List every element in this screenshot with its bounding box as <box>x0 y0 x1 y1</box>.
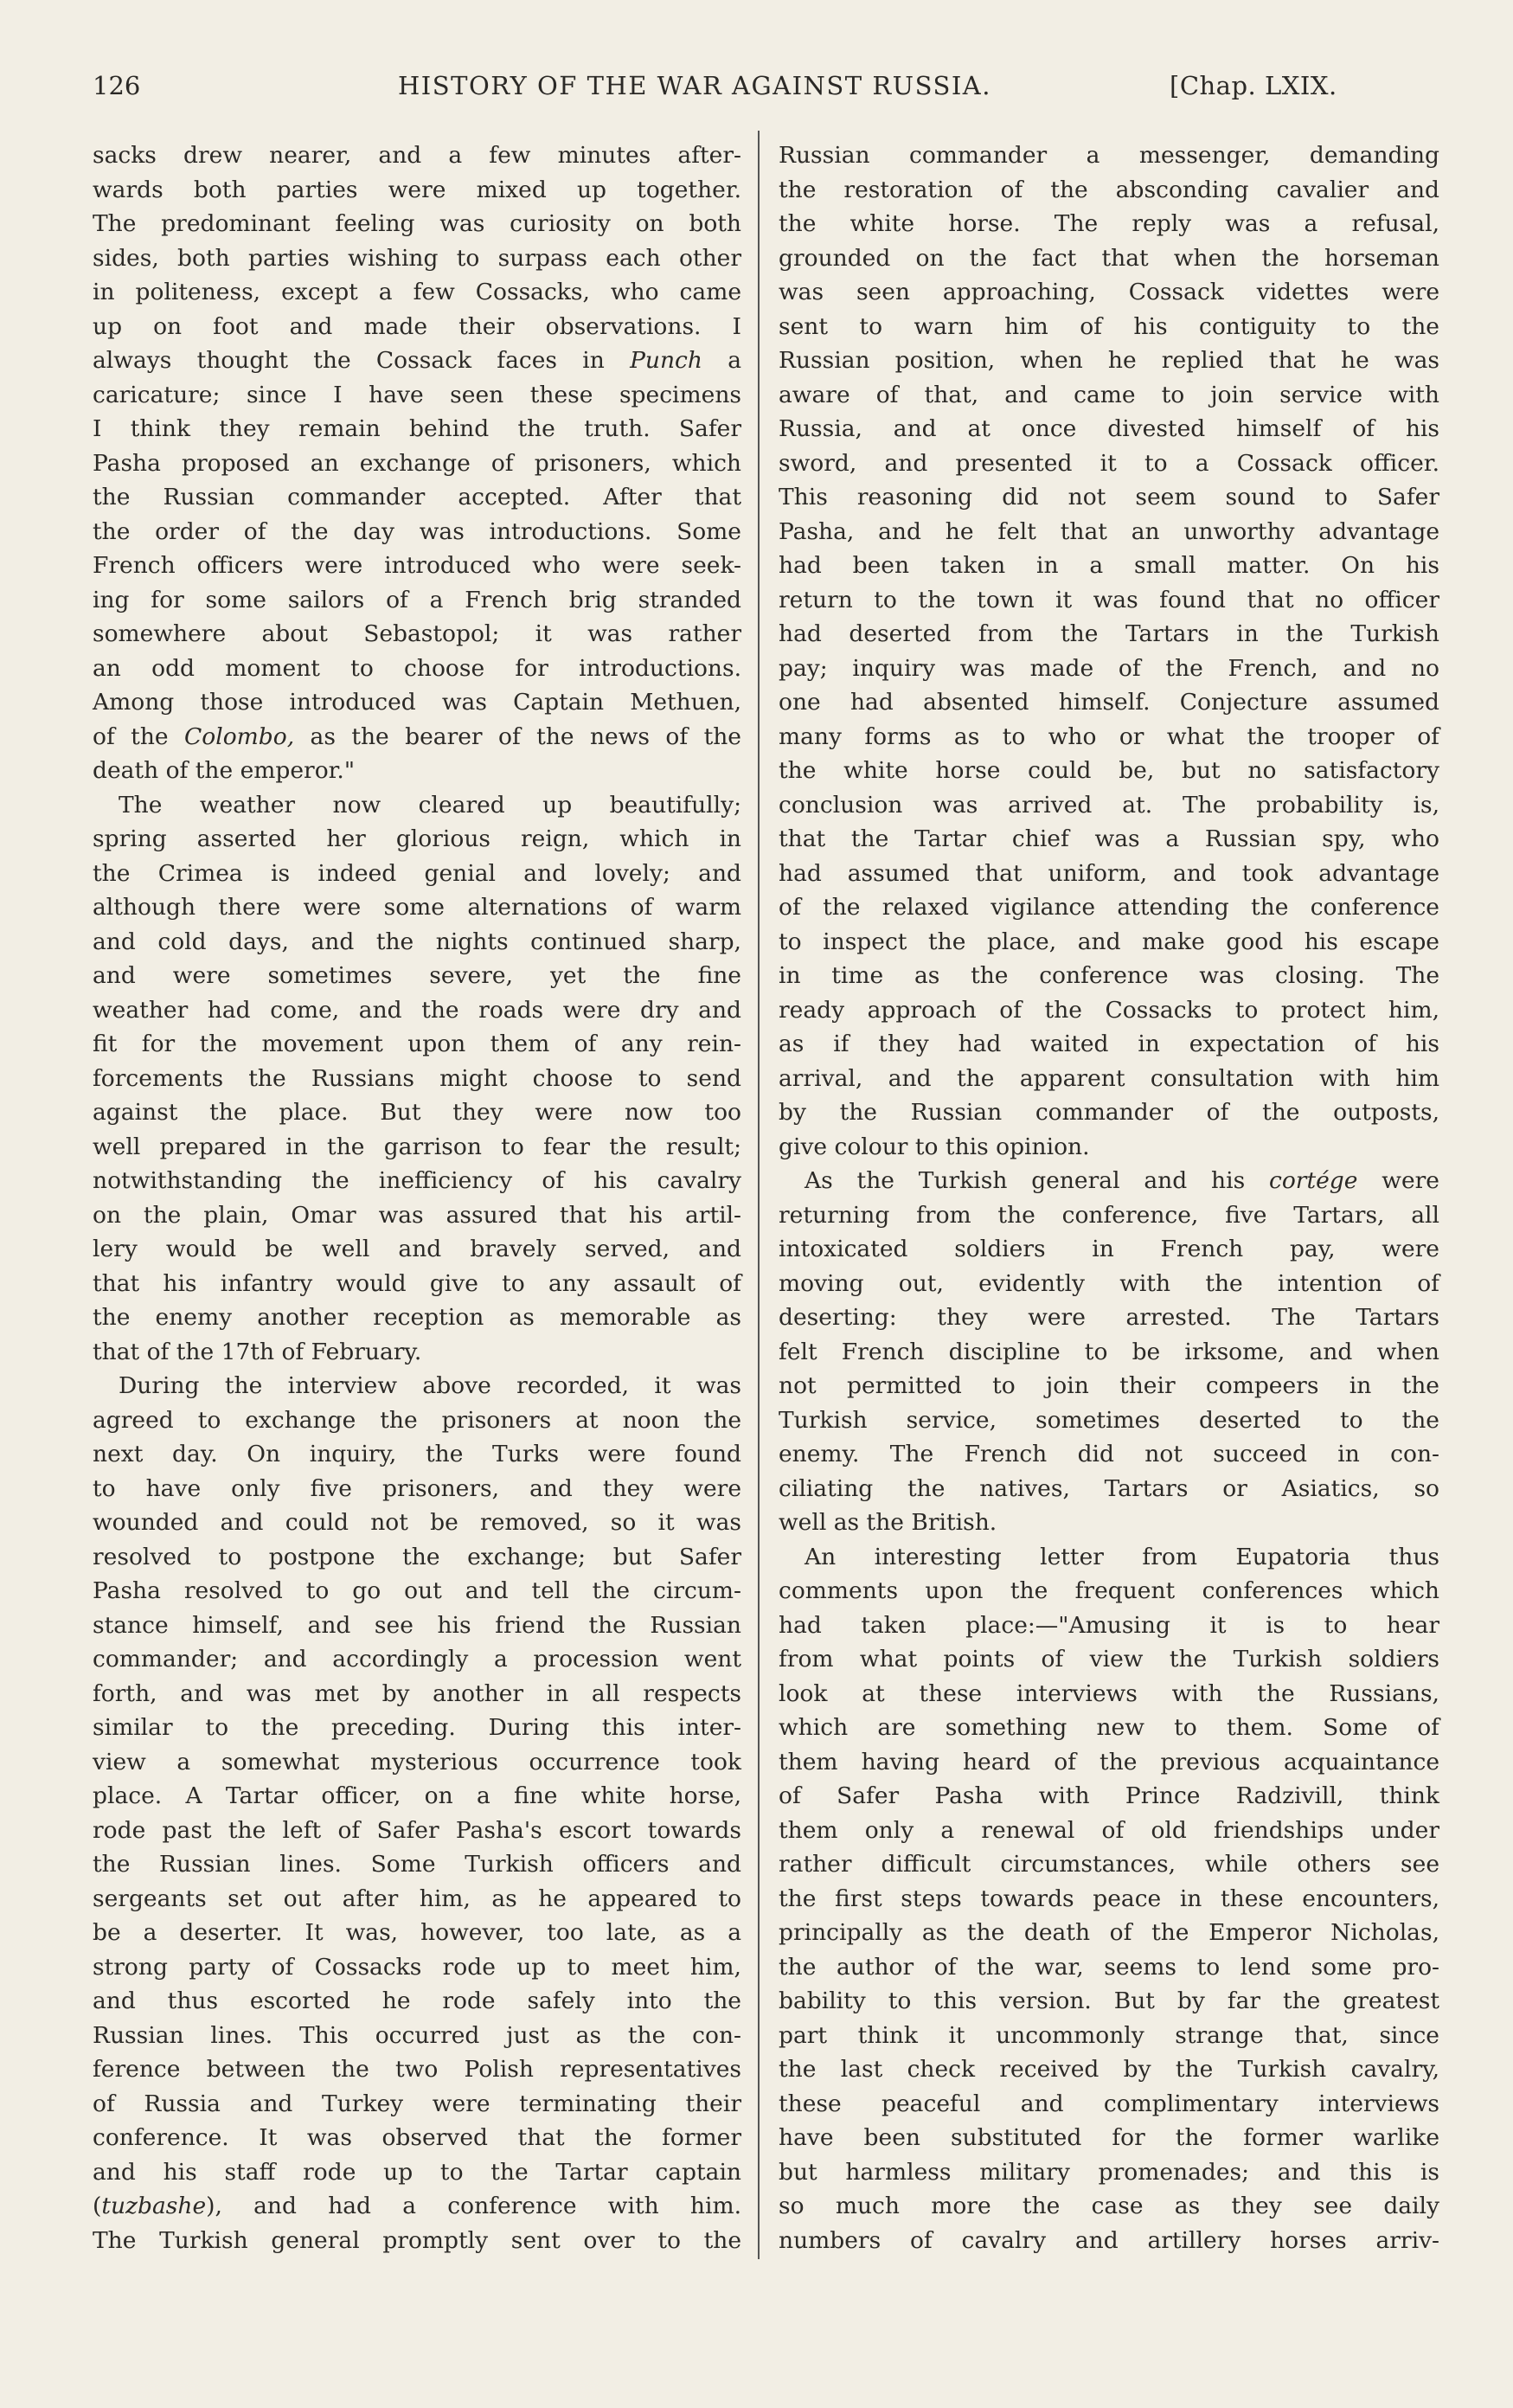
text-line <box>93 412 741 446</box>
text-line <box>93 344 741 378</box>
text-line <box>93 1916 741 1950</box>
text-run: the restoration of the absconding cavalier and <box>779 176 1439 203</box>
text-run: up on foot and made their observations. I <box>93 312 741 340</box>
text-line <box>93 1403 741 1438</box>
text-line <box>779 1130 1439 1165</box>
text-line <box>93 480 741 515</box>
text-run: ciliating the natives, Tartars or Asiatics, so <box>779 1474 1439 1502</box>
text-run: in time as the conference was closing. The <box>779 962 1439 989</box>
text-line <box>93 2052 741 2087</box>
text-line <box>93 446 741 481</box>
text-run: them only a renewal of old friendships under <box>779 1816 1439 1844</box>
text-line <box>779 857 1439 891</box>
text-line <box>779 1403 1439 1438</box>
text-run: of the <box>93 722 184 750</box>
column-divider <box>758 131 760 2259</box>
text-run: fit for the movement upon them of any rein- <box>93 1031 741 1057</box>
text-line <box>93 138 741 173</box>
text-run: Pasha proposed an exchange of prisoners, which <box>93 449 741 477</box>
text-line <box>93 720 741 755</box>
running-title: HISTORY OF THE WAR AGAINST RUSSIA. <box>398 71 991 100</box>
chapter-label: [Chap. LXIX. <box>1170 71 1337 100</box>
text-run: the Russian commander accepted. After that <box>93 484 741 510</box>
text-line <box>779 1198 1439 1233</box>
text-line <box>93 241 741 276</box>
text-run: and his staff rode up to the Tartar captain <box>93 2158 741 2186</box>
text-line <box>779 241 1439 276</box>
text-run: well as the British. <box>779 1509 997 1536</box>
text-run: moving out, evidently with the intention of <box>779 1269 1439 1297</box>
text-run: had taken place:—"Amusing it is to hear <box>779 1611 1439 1639</box>
text-run: had been taken in a small matter. On his <box>779 552 1439 579</box>
text-line <box>779 1984 1439 2019</box>
text-run: ready approach of the Cossacks to protect him, <box>779 996 1439 1024</box>
text-line <box>779 1369 1439 1403</box>
text-run: as the bearer of the news of the <box>294 722 741 750</box>
text-line <box>93 1609 741 1643</box>
text-run: agreed to exchange the prisoners at noon the <box>93 1406 741 1434</box>
text-line <box>93 2019 741 2053</box>
text-run: sergeants set out after him, as he appeared to <box>93 1885 741 1912</box>
text-run: return to the town it was found that no officer <box>779 586 1439 613</box>
text-line <box>779 822 1439 857</box>
text-run: conference. It was observed that the former <box>93 2124 741 2151</box>
text-line <box>93 207 741 241</box>
text-run: the Crimea is indeed genial and lovely; and <box>93 859 741 887</box>
text-line <box>779 993 1439 1028</box>
text-run: part think it uncommonly strange that, since <box>779 2021 1439 2049</box>
text-run: have been substituted for the former warlike <box>779 2124 1439 2151</box>
text-run: an odd moment to choose for introductions. <box>93 654 741 682</box>
text-line <box>93 1095 741 1130</box>
text-line <box>779 959 1439 993</box>
text-line <box>779 1711 1439 1745</box>
text-run: and cold days, and the nights continued sharp, <box>93 928 741 955</box>
text-line <box>93 1882 741 1917</box>
text-line <box>93 685 741 720</box>
text-run: that the Tartar chief was a Russian spy, who <box>779 825 1439 852</box>
text-run: them having heard of the previous acquaintance <box>779 1748 1439 1775</box>
text-run: sacks drew nearer, and a few minutes after- <box>93 142 741 169</box>
text-line <box>93 1437 741 1472</box>
text-run: Pasha, and he felt that an unworthy advantage <box>779 517 1439 545</box>
text-run: wards both parties were mixed up together. <box>93 176 741 203</box>
text-line <box>779 1642 1439 1677</box>
text-line <box>779 2189 1439 2224</box>
text-line <box>93 2189 741 2224</box>
text-run: sword, and presented it to a Cossack officer. <box>779 449 1439 477</box>
text-line <box>93 2121 741 2155</box>
text-line <box>779 685 1439 720</box>
text-line <box>779 207 1439 241</box>
text-run: although there were some alternations of warm <box>93 894 741 921</box>
text-run: give colour to this opinion. <box>779 1133 1090 1160</box>
text-line <box>779 754 1439 788</box>
text-run: principally as the death of the Emperor Nicholas, <box>779 1919 1439 1946</box>
text-run: of the relaxed vigilance attending the conference <box>779 894 1439 921</box>
text-line <box>93 2087 741 2122</box>
text-line <box>779 1232 1439 1267</box>
text-line <box>93 1950 741 1985</box>
text-run: were <box>1357 1167 1439 1194</box>
text-line <box>779 138 1439 173</box>
text-line <box>93 1745 741 1780</box>
text-line <box>93 822 741 857</box>
text-line <box>93 515 741 549</box>
text-line <box>93 993 741 1028</box>
text-line <box>93 173 741 208</box>
text-line <box>93 1984 741 2019</box>
text-run: that his infantry would give to any assault of <box>93 1269 741 1297</box>
text-run: The predominant feeling was curiosity on both <box>93 210 741 237</box>
text-run: I think they remain behind the truth. Safer <box>93 415 741 442</box>
text-line <box>779 583 1439 618</box>
text-line <box>93 1779 741 1814</box>
text-run: view a somewhat mysterious occurrence took <box>93 1748 741 1775</box>
text-run: as if they had waited in expectation of his <box>779 1031 1439 1057</box>
text-run: was seen approaching, Cossack videttes were <box>779 279 1439 305</box>
text-run: French officers were introduced who were seek- <box>93 552 741 579</box>
text-line <box>779 2087 1439 2122</box>
text-run: strong party of Cossacks rode up to meet him, <box>93 1953 741 1981</box>
text-run: place. A Tartar officer, on a fine white horse, <box>93 1782 741 1809</box>
text-run: commander; and accordingly a procession went <box>93 1646 741 1673</box>
text-run: one had absented himself. Conjecture assumed <box>779 689 1439 716</box>
text-run: many forms as to who or what the trooper of <box>779 722 1439 750</box>
text-run: Pasha resolved to go out and tell the circum- <box>93 1577 741 1604</box>
text-line <box>779 1540 1439 1575</box>
text-run: ing for some sailors of a French brig stranded <box>93 586 741 613</box>
text-run: enemy. The French did not succeed in con- <box>779 1441 1439 1467</box>
text-run: in politeness, except a few Cossacks, who came <box>93 279 741 305</box>
text-run: the Russian lines. Some Turkish officers and <box>93 1851 741 1878</box>
text-run: grounded on the fact that when the horseman <box>779 244 1439 272</box>
text-line <box>779 275 1439 310</box>
text-run: lery would be well and bravely served, and <box>93 1236 741 1262</box>
text-run: the order of the day was introductions. Some <box>93 517 741 545</box>
text-line <box>93 1267 741 1301</box>
text-run: not permitted to join their compeers in the <box>779 1372 1439 1399</box>
text-run: comments upon the frequent conferences which <box>779 1577 1439 1604</box>
text-line <box>779 1609 1439 1643</box>
text-run: The Turkish general promptly sent over to the <box>93 2226 741 2254</box>
text-run: ( <box>93 2193 102 2219</box>
text-line <box>779 1335 1439 1370</box>
text-line <box>779 1677 1439 1711</box>
text-line <box>779 2019 1439 2053</box>
text-line <box>779 890 1439 925</box>
text-run: During the interview above recorded, it was <box>119 1372 741 1399</box>
text-run: but harmless military promenades; and this is <box>779 2158 1439 2186</box>
text-line <box>779 1267 1439 1301</box>
text-run: so much more the case as they see daily <box>779 2193 1439 2219</box>
text-line <box>93 1677 741 1711</box>
text-line <box>779 2155 1439 2190</box>
text-line <box>93 378 741 413</box>
text-line <box>93 2155 741 2190</box>
text-run: caricature; since I have seen these specimens <box>93 381 741 408</box>
text-line <box>779 1574 1439 1609</box>
text-run: Turkish service, sometimes deserted to the <box>779 1406 1439 1434</box>
text-run: Among those introduced was Captain Methuen, <box>93 689 741 716</box>
text-line <box>779 1814 1439 1848</box>
text-run: had assumed that uniform, and took advantage <box>779 859 1439 887</box>
text-line <box>93 310 741 344</box>
text-run: that of the 17th of February. <box>93 1338 422 1365</box>
text-line <box>779 2121 1439 2155</box>
text-run: which are something new to them. Some of <box>779 1714 1439 1741</box>
text-line <box>779 925 1439 960</box>
italic-run: Punch <box>630 347 702 374</box>
text-line <box>93 1198 741 1233</box>
text-run: felt French discipline to be irksome, and when <box>779 1338 1439 1365</box>
text-run: on the plain, Omar was assured that his artil- <box>93 1201 741 1229</box>
text-line <box>779 720 1439 755</box>
text-run: The weather now cleared up beautifully; <box>119 791 741 819</box>
text-run: wounded and could not be removed, so it was <box>93 1509 741 1536</box>
text-line <box>779 1062 1439 1096</box>
text-run: weather had come, and the roads were dry and <box>93 996 741 1024</box>
text-line <box>93 1642 741 1677</box>
text-line <box>779 1027 1439 1062</box>
text-line <box>93 1814 741 1848</box>
text-line <box>779 310 1439 344</box>
text-line <box>93 1506 741 1540</box>
text-run: the white horse. The reply was a refusal, <box>779 210 1439 237</box>
text-line <box>93 1130 741 1165</box>
text-run: the last check received by the Turkish cavalry, <box>779 2056 1439 2083</box>
text-run: the white horse could be, but no satisfactory <box>779 757 1439 784</box>
text-line <box>93 959 741 993</box>
page-number: 126 <box>93 71 141 100</box>
text-line <box>779 1950 1439 1985</box>
text-run: well prepared in the garrison to fear the result; <box>93 1133 741 1160</box>
text-run: of Safer Pasha with Prince Radzivill, think <box>779 1782 1439 1809</box>
text-run: somewhere about Sebastopol; it was rather <box>93 620 741 647</box>
text-line <box>779 1916 1439 1950</box>
text-line <box>93 1711 741 1745</box>
text-run: rode past the left of Safer Pasha's escort towards <box>93 1816 741 1844</box>
text-line <box>93 2224 741 2258</box>
text-run: An interesting letter from Eupatoria thus <box>805 1543 1439 1570</box>
italic-run: Colombo, <box>183 722 295 750</box>
text-run: Russian lines. This occurred just as the con- <box>93 2021 741 2049</box>
text-run: bability to this version. But by far the greatest <box>779 1987 1439 2014</box>
text-line <box>779 515 1439 549</box>
text-run: next day. On inquiry, the Turks were found <box>93 1441 741 1467</box>
text-line <box>93 275 741 310</box>
text-line <box>779 2224 1439 2258</box>
text-run: pay; inquiry was made of the French, and no <box>779 654 1439 682</box>
text-line <box>779 1164 1439 1198</box>
text-run: to have only five prisoners, and they were <box>93 1474 741 1502</box>
text-line <box>779 1472 1439 1506</box>
text-line <box>93 1300 741 1335</box>
text-line <box>93 1062 741 1096</box>
text-line <box>93 583 741 618</box>
text-line <box>779 1437 1439 1472</box>
text-run: these peaceful and complimentary interviews <box>779 2090 1439 2117</box>
text-line <box>93 1232 741 1267</box>
text-run: deserting: they were arrested. The Tartars <box>779 1304 1439 1331</box>
text-run: be a deserter. It was, however, too late, as a <box>93 1919 741 1946</box>
text-run: against the place. But they were now too <box>93 1099 741 1126</box>
text-run: always thought the Cossack faces in <box>93 347 631 374</box>
text-line <box>779 173 1439 208</box>
text-run: resolved to postpone the exchange; but Safer <box>93 1543 741 1570</box>
text-run: and were sometimes severe, yet the fine <box>93 962 741 989</box>
text-line <box>779 617 1439 652</box>
text-run: a <box>702 347 741 374</box>
text-run: of Russia and Turkey were terminating their <box>93 2090 741 2117</box>
text-run: similar to the preceding. During this inter- <box>93 1714 741 1741</box>
text-line <box>779 2052 1439 2087</box>
text-line <box>779 446 1439 481</box>
text-line <box>779 344 1439 378</box>
text-line <box>779 1847 1439 1882</box>
text-line <box>93 549 741 583</box>
text-run: spring asserted her glorious reign, which in <box>93 825 741 852</box>
text-line <box>779 1779 1439 1814</box>
text-line <box>93 857 741 891</box>
text-line <box>779 549 1439 583</box>
text-run: death of the emperor." <box>93 757 356 784</box>
text-run: aware of that, and came to join service with <box>779 381 1439 408</box>
italic-run: tuzbashe <box>101 2193 207 2219</box>
text-line <box>93 788 741 823</box>
text-run: sent to warn him of his contiguity to the <box>779 312 1439 340</box>
text-line <box>93 1847 741 1882</box>
text-line <box>779 480 1439 515</box>
text-line <box>779 378 1439 413</box>
text-line <box>93 617 741 652</box>
text-run: intoxicated soldiers in French pay, were <box>779 1236 1439 1262</box>
text-line <box>93 1335 741 1370</box>
text-run: sides, both parties wishing to surpass each other <box>93 244 741 272</box>
text-run: the author of the war, seems to lend some pro- <box>779 1953 1439 1981</box>
text-line <box>93 754 741 788</box>
text-run: This reasoning did not seem sound to Safer <box>779 484 1439 510</box>
italic-run: cortége <box>1269 1167 1358 1194</box>
text-run: had deserted from the Tartars in the Turkish <box>779 620 1439 647</box>
text-line <box>93 890 741 925</box>
text-line <box>779 1300 1439 1335</box>
text-run: notwithstanding the inefficiency of his cavalry <box>93 1167 741 1194</box>
text-run: the enemy another reception as memorable as <box>93 1304 741 1331</box>
text-line <box>779 1095 1439 1130</box>
text-line <box>779 1745 1439 1780</box>
text-run: rather difficult circumstances, while others see <box>779 1851 1439 1878</box>
text-run: the first steps towards peace in these encounters, <box>779 1885 1439 1912</box>
text-run: returning from the conference, five Tartars, all <box>779 1201 1439 1229</box>
text-line <box>779 412 1439 446</box>
text-line <box>93 652 741 686</box>
text-line <box>93 1369 741 1403</box>
text-line <box>779 652 1439 686</box>
text-run: ), and had a conference with him. <box>206 2193 741 2219</box>
text-line <box>93 1472 741 1506</box>
text-run: look at these interviews with the Russians, <box>779 1679 1439 1707</box>
text-run: and thus escorted he rode safely into the <box>93 1987 741 2014</box>
text-run: forcements the Russians might choose to send <box>93 1064 741 1092</box>
text-run: arrival, and the apparent consultation with him <box>779 1064 1439 1092</box>
text-run: numbers of cavalry and artillery horses arriv- <box>779 2226 1439 2254</box>
text-line <box>779 788 1439 823</box>
text-run: Russian position, when he replied that he was <box>779 347 1439 374</box>
text-line <box>779 1506 1439 1540</box>
text-run: stance himself, and see his friend the Russian <box>93 1611 741 1639</box>
text-line <box>93 1574 741 1609</box>
text-line <box>93 1540 741 1575</box>
text-run: from what points of view the Turkish soldiers <box>779 1646 1439 1673</box>
text-run: ference between the two Polish representatives <box>93 2056 741 2083</box>
text-run: forth, and was met by another in all respects <box>93 1679 741 1707</box>
text-run: Russia, and at once divested himself of his <box>779 415 1439 442</box>
text-run: Russian commander a messenger, demanding <box>779 142 1439 169</box>
text-line <box>93 1027 741 1062</box>
text-run: by the Russian commander of the outposts, <box>779 1099 1439 1126</box>
text-line <box>93 925 741 960</box>
text-run: As the Turkish general and his <box>805 1167 1269 1194</box>
text-line <box>779 1882 1439 1917</box>
text-line <box>93 1164 741 1198</box>
text-run: conclusion was arrived at. The probability is, <box>779 791 1439 819</box>
text-run: to inspect the place, and make good his escape <box>779 928 1439 955</box>
